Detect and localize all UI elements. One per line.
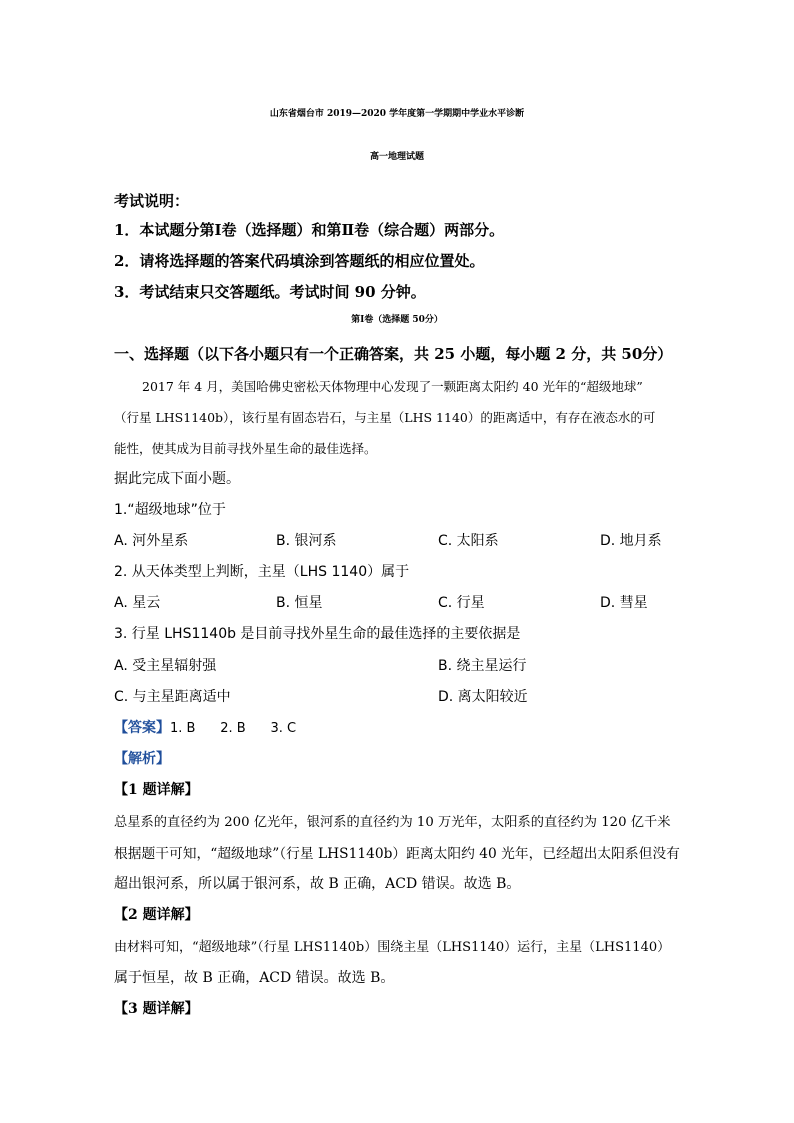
question-3-option-c: C. 与主星距离适中	[114, 689, 231, 705]
question-3-option-b: B. 绕主星运行	[438, 658, 527, 674]
passage-line-1: 2017 年 4 月，美国哈佛史密松天体物理中心发现了一颗距离太阳约 40 光年的“超级地球”	[142, 379, 643, 394]
instruction-item-2: 2．请将选择题的答案代码填涂到答题纸的相应位置处。	[114, 252, 485, 270]
question-1-option-a: A. 河外星系	[114, 533, 189, 549]
instruction-item-3: 3．考试结束只交答题纸。考试时间 90 分钟。	[114, 283, 426, 301]
analysis-q3-label: 【3 题详解】	[114, 1001, 199, 1017]
analysis-q1-label: 【1 题详解】	[114, 782, 199, 798]
question-2-option-b: B. 恒星	[276, 595, 323, 611]
answer-values: 1. B 2. B 3. C	[170, 721, 297, 736]
question-1-stem: 1.“超级地球”位于	[114, 502, 226, 518]
question-2-option-d: D. 彗星	[600, 595, 648, 611]
instructions-heading: 考试说明：	[114, 192, 190, 210]
question-3-option-a: A. 受主星辐射强	[114, 658, 217, 674]
question-1-option-c: C. 太阳系	[438, 533, 499, 549]
question-3-stem: 3. 行星 LHS1140b 是目前寻找外星生命的最佳选择的主要依据是	[114, 626, 521, 642]
analysis-q1-line-1: 总星系的直径约为 200 亿光年，银河系的直径约为 10 万光年，太阳系的直径约为 120 亿千米	[114, 815, 671, 830]
section-title: 第Ⅰ卷（选择题 50分）	[351, 315, 443, 325]
analysis-q2-line-1: 由材料可知，“超级地球”（行星 LHS1140b）围绕主星（LHS1140）运行，主星（LHS1140）	[114, 940, 671, 955]
passage-prompt: 据此完成下面小题。	[114, 471, 240, 487]
passage-line-2: （行星 LHS1140b），该行星有固态岩石，与主星（LHS 1140）的距离适中，有存在液态水的可	[114, 410, 656, 425]
document-title-line1: 山东省烟台市 2019—2020 学年度第一学期期中学业水平诊断	[269, 109, 525, 119]
document-title-line2: 高一地理试题	[369, 152, 424, 162]
analysis-q2-label: 【2 题详解】	[114, 907, 199, 923]
analysis-q1-line-2: 根据题干可知，“超级地球”（行星 LHS1140b）距离太阳约 40 光年，已经超出太阳系但没有	[114, 846, 680, 862]
question-1-option-d: D. 地月系	[600, 533, 662, 549]
analysis-label: 【解析】	[114, 751, 170, 767]
question-3-option-d: D. 离太阳较近	[438, 689, 528, 705]
analysis-q2-line-2: 属于恒星，故 B 正确，ACD 错误。故选 B。	[114, 970, 395, 986]
question-2-stem: 2. 从天体类型上判断，主星（LHS 1140）属于	[114, 564, 410, 580]
instruction-item-1: 1．本试题分第Ⅰ卷（选择题）和第Ⅱ卷（综合题）两部分。	[114, 221, 505, 239]
answer-label: 【答案】	[114, 720, 170, 736]
analysis-q1-line-3: 超出银河系，所以属于银河系，故 B 正确，ACD 错误。故选 B。	[114, 876, 521, 892]
passage-line-3: 能性，使其成为目前寻找外星生命的最佳选择。	[114, 441, 377, 456]
question-2-option-a: A. 星云	[114, 595, 161, 611]
section-subtitle: 一、选择题（以下各小题只有一个正确答案，共 25 小题，每小题 2 分，共 50分）	[114, 345, 673, 363]
answer-row	[114, 717, 296, 737]
question-2-option-c: C. 行星	[438, 595, 485, 611]
question-1-option-b: B. 银河系	[276, 533, 337, 549]
